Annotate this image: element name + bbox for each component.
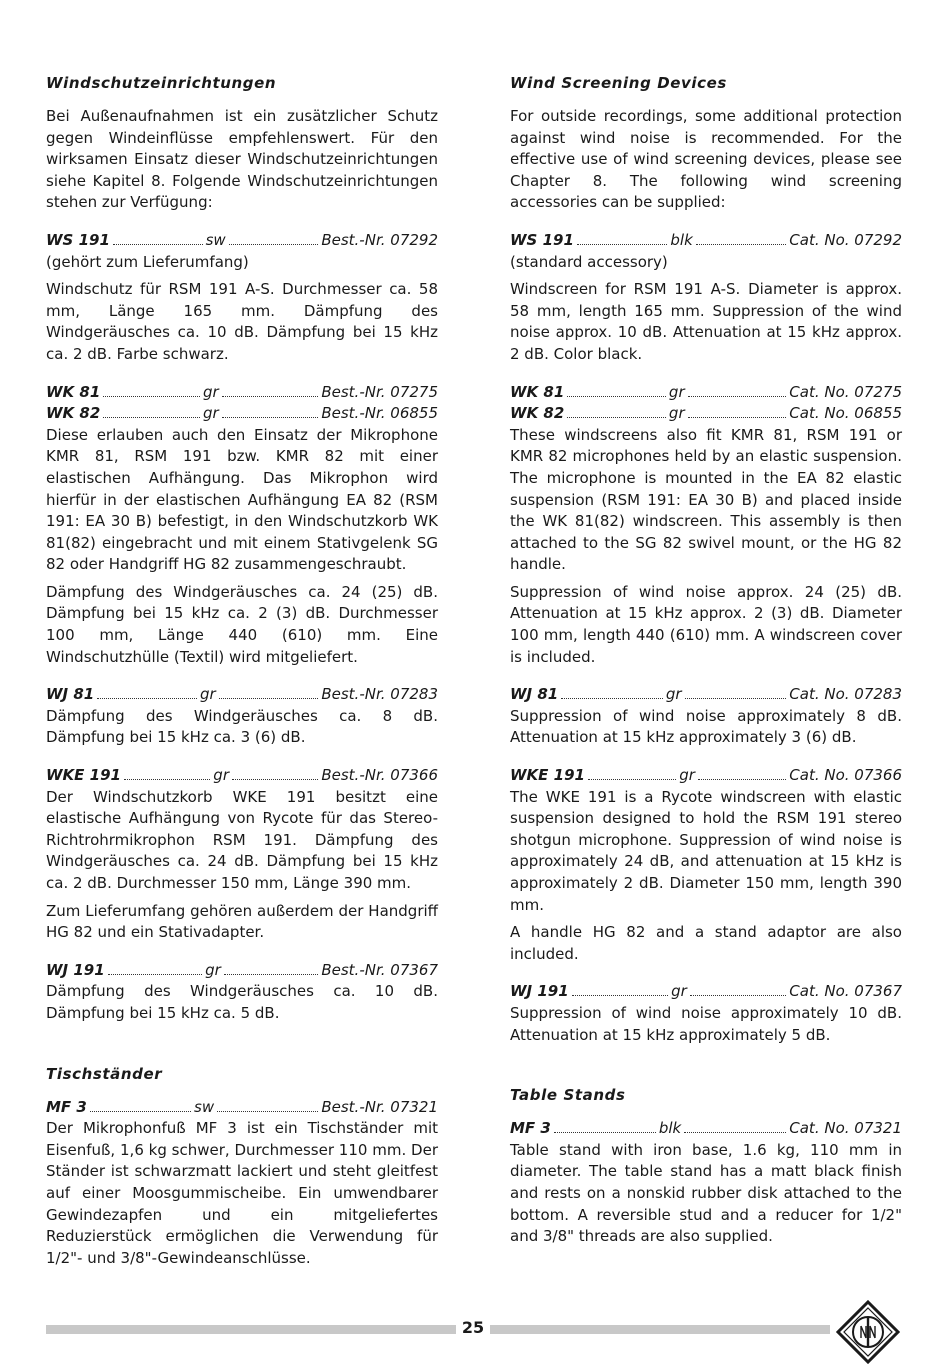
product-description: Dämpfung des Windgeräusches ca. 24 (25) dB. Dämpfung bei 15 kHz ca. 2 (3) dB. Durchmesser 100 mm, Länge 440 (610) mm. Eine Windschutzhülle (Textil) wird mitgeliefert. — [46, 582, 438, 666]
product-name: WJ 191 — [46, 960, 105, 979]
product-description: These windscreens also fit KMR 81, RSM 191 or KMR 82 microphones held by an elastic suspension. The microphone is mounted in the EA 82 elastic suspension (RSM 191: EA 30 B) and placed inside the WK 81(82) windscreen. This assembly is then attached to the SG 82 swivel mount, or the HG 82 handle. — [510, 425, 902, 574]
product-description: Suppression of wind noise approx. 24 (25) dB. Attenuation at 15 kHz approx. 2 (3) dB. Diameter 100 mm, length 440 (610) mm. A windscreen cover is included. — [510, 582, 902, 666]
product-name: WK 81 — [46, 382, 101, 401]
product-color: gr — [671, 982, 687, 1001]
product-name: MF 3 — [46, 1097, 87, 1116]
intro-text: Bei Außenaufnahmen ist ein zusätzlicher Schutz gegen Windeinflüsse empfehlenswert. Für den wirksamen Einsatz dieser Windschutzeinrichtungen siehe Kapitel 8. Folgende Windschutzeinrichtungen stehen zur Verfügung: — [46, 107, 438, 212]
product-line — [46, 765, 438, 787]
product-color: sw — [205, 230, 226, 249]
section-heading: Table Stands — [510, 1086, 626, 1105]
product-line — [46, 684, 438, 706]
product-line — [46, 382, 438, 404]
product-description: Table stand with iron base, 1.6 kg, 110 mm in diameter. The table stand has a matt black finish and rests on a nonskid rubber disk attached to the bottom. A reversible stud and a reducer for 1/2" and 3/8" threads are also supplied. — [510, 1140, 902, 1246]
product-line — [510, 684, 902, 706]
order-number: Cat. No. 06855 — [789, 404, 903, 423]
product-color: gr — [202, 404, 219, 423]
order-number: Best.-Nr. 07275 — [321, 382, 439, 401]
product-color: gr — [205, 960, 221, 979]
product-color: gr — [679, 766, 695, 785]
order-number: Best.-Nr. 07366 — [321, 766, 439, 785]
product-wj81 — [46, 684, 438, 749]
english-column — [510, 72, 902, 1254]
order-number: Cat. No. 07321 — [789, 1119, 902, 1138]
product-description: Dämpfung des Windgeräusches ca. 10 dB. Dämpfung bei 15 kHz ca. 5 dB. — [46, 982, 438, 1022]
page-footer — [46, 1320, 830, 1340]
product-wke191 — [510, 765, 902, 965]
order-number: Cat. No. 07367 — [789, 982, 903, 1001]
neumann-diamond-logo-icon — [836, 1300, 900, 1364]
intro-text: For outside recordings, some additional protection against wind noise is recommended. For the effective use of wind screening devices, please see Chapter 8. The following wind screening accessories can be supplied: — [510, 107, 902, 212]
product-description: Windschutz für RSM 191 A-S. Durchmesser ca. 58 mm, Länge 165 mm. Dämpfung des Windgeräusches ca. 10 dB. Dämpfung bei 15 kHz ca. 2 dB. Farbe schwarz. — [46, 280, 438, 363]
product-ws191 — [46, 230, 438, 366]
product-name: WS 191 — [510, 230, 574, 249]
section-heading: Windschutzeinrichtungen — [46, 74, 277, 92]
product-line — [46, 403, 438, 425]
product-description: Zum Lieferumfang gehören außerdem der Handgriff HG 82 und ein Stativadapter. — [46, 901, 438, 942]
product-description: Dämpfung des Windgeräusches ca. 8 dB. Dämpfung bei 15 kHz ca. 3 (6) dB. — [46, 706, 438, 747]
product-name: MF 3 — [510, 1119, 551, 1138]
product-name: WJ 191 — [510, 982, 569, 1001]
product-name: WKE 191 — [46, 766, 121, 785]
product-description: Suppression of wind noise approximately 10 dB. Attenuation at 15 kHz approximately 5 dB. — [510, 1003, 902, 1044]
product-color: gr — [199, 685, 216, 704]
page-number: 25 — [461, 1318, 485, 1337]
order-number: Best.-Nr. 07321 — [321, 1097, 439, 1116]
german-column — [46, 72, 438, 1275]
product-description: Windscreen for RSM 191 A-S. Diameter is approx. 58 mm, length 165 mm. Suppression of the wind noise approx. 10 dB. Attenuation at 15 kHz approx. 2 dB. Color black. — [510, 280, 902, 363]
order-number: Cat. No. 07275 — [789, 382, 903, 401]
product-line — [510, 230, 902, 252]
order-number: Best.-Nr. 06855 — [321, 404, 439, 423]
product-description: Suppression of wind noise approximately 8 dB. Attenuation at 15 kHz approximately 3 (6) dB. — [510, 706, 902, 747]
product-description: Diese erlauben auch den Einsatz der Mikrophone KMR 81, RSM 191 bzw. KMR 82 mit einer elastischen Aufhängung. Das Mikrophon wird hierfür in der elastischen Aufhängung EA 82 (RSM 191: EA 30 B) befestigt, in den Windschutzkorb WK 81(82) eingebracht und mit einem Stativgelenk SG 82 oder Handgriff HG 82 zusammengeschraubt. — [46, 425, 438, 574]
product-name: WKE 191 — [510, 766, 585, 785]
product-wk81-wk82 — [510, 382, 902, 669]
product-line — [510, 1118, 902, 1140]
product-description: The WKE 191 is a Rycote windscreen with elastic suspension designed to hold the RSM 191 stereo shotgun microphone. Suppression of wind noise is approximately 24 dB, and attenuation at 15 kHz is approximately 2 dB. Diameter 150 mm, length 390 mm. — [510, 787, 902, 914]
product-description: Der Mikrophonfuß MF 3 ist ein Tischständer mit Eisenfuß, 1,6 kg schwer, Durchmesser 110 mm. Der Ständer ist schwarzmatt lackiert und steht gleitfest auf einer Moosgummischeibe. Ein umwendbarer Gewindezapfen und ein mitgeliefertes Reduzierstück ermöglichen die Verwendung für 1/2"- und 3/8"-Gewindeanschlüsse. — [46, 1119, 438, 1267]
section-heading: Wind Screening Devices — [510, 74, 727, 92]
product-line — [46, 230, 438, 252]
footer-rule-right — [490, 1325, 830, 1334]
product-name: WJ 81 — [510, 685, 559, 704]
order-number: Best.-Nr. 07292 — [321, 230, 438, 249]
product-name: WJ 81 — [46, 685, 95, 704]
product-note: (standard accessory) — [510, 252, 668, 271]
product-color: gr — [213, 766, 229, 785]
product-name: WK 82 — [510, 404, 565, 423]
product-name: WK 81 — [510, 382, 565, 401]
footer-rule-left — [46, 1325, 456, 1334]
product-color: sw — [194, 1097, 215, 1116]
product-wj191 — [46, 960, 438, 1025]
product-description: A handle HG 82 and a stand adaptor are also included. — [510, 923, 902, 963]
product-wk81-wk82 — [46, 382, 438, 669]
product-description: Der Windschutzkorb WKE 191 besitzt eine elastische Aufhängung von Rycote für das Stereo-Richtrohrmikrophon RSM 191. Dämpfung des Windgeräusches ca. 24 dB. Dämpfung bei 15 kHz ca. 2 dB. Durchmesser 150 mm, Länge 390 mm. — [46, 787, 438, 892]
product-wj81 — [510, 684, 902, 749]
product-color: gr — [665, 685, 682, 704]
product-name: WS 191 — [46, 230, 110, 249]
product-name: WK 82 — [46, 404, 101, 423]
section-heading: Tischständer — [46, 1064, 163, 1083]
product-color: gr — [668, 404, 685, 423]
product-color: blk — [670, 230, 693, 249]
product-note: (gehört zum Lieferumfang) — [46, 252, 249, 271]
product-wke191 — [46, 765, 438, 944]
order-number: Cat. No. 07292 — [789, 230, 903, 249]
product-line — [510, 382, 902, 404]
product-line — [46, 960, 438, 982]
order-number: Best.-Nr. 07283 — [321, 685, 439, 704]
order-number: Cat. No. 07283 — [789, 685, 903, 704]
order-number: Cat. No. 07366 — [789, 766, 903, 785]
product-wj191 — [510, 981, 902, 1046]
product-ws191 — [510, 230, 902, 366]
product-line — [510, 403, 902, 425]
product-line — [510, 765, 902, 787]
order-number: Best.-Nr. 07367 — [321, 960, 439, 979]
product-line — [510, 981, 902, 1003]
product-color: blk — [658, 1119, 682, 1138]
product-color: gr — [202, 382, 219, 401]
product-line — [46, 1097, 438, 1119]
product-color: gr — [668, 382, 685, 401]
